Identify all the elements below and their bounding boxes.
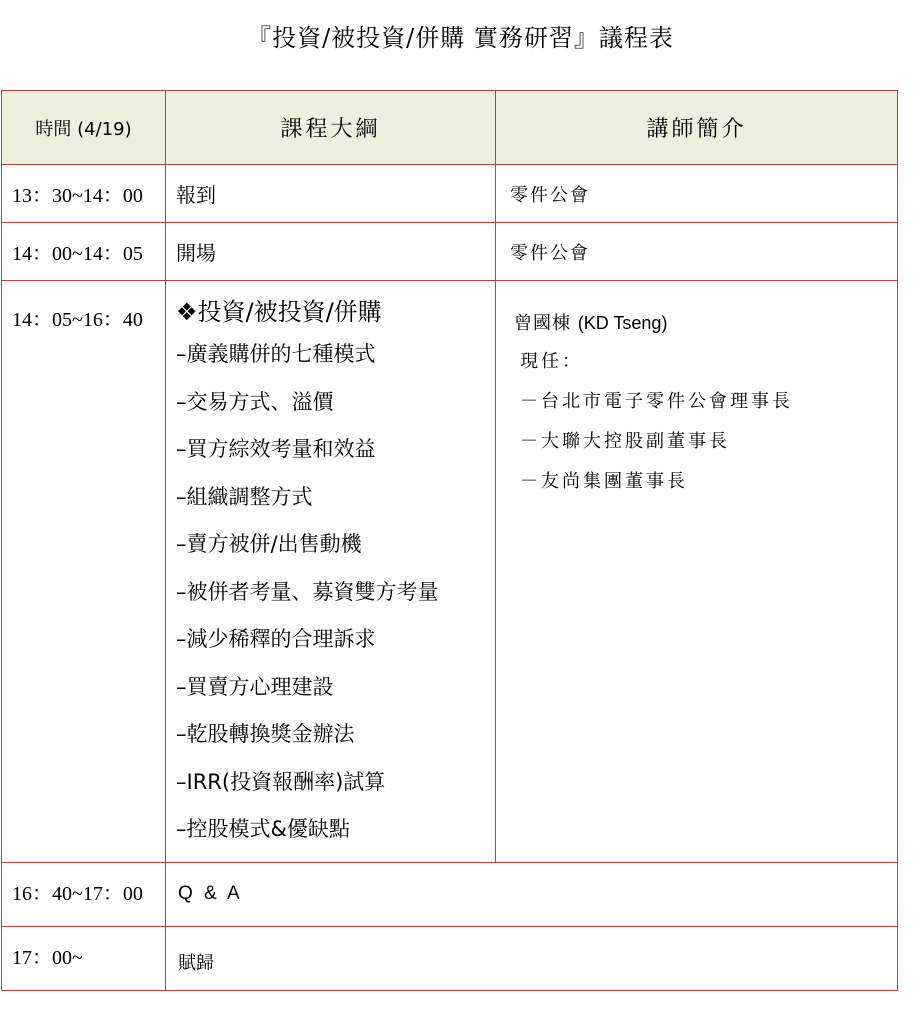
list-item: –交易方式、溢價	[176, 389, 334, 414]
speaker-cell: 零件公會	[496, 223, 898, 281]
agenda-table	[1, 90, 898, 991]
time-cell: 14：00~14：05	[2, 223, 166, 281]
outline-cell: 報到	[166, 165, 496, 223]
list-item: –乾股轉換獎金辦法	[176, 722, 355, 746]
table-row	[2, 281, 898, 863]
speaker-role: －友尚集團董事長	[520, 471, 688, 492]
list-item: –組織調整方式	[176, 484, 313, 509]
list-item: –廣義購併的七種模式	[176, 342, 376, 366]
outline-cell	[166, 281, 496, 863]
header-time: 時間 (4/19)	[2, 91, 166, 165]
header-outline: 課程大綱	[166, 91, 496, 165]
outline-cell: Q & A	[166, 863, 898, 927]
time-cell: 16：40~17：00	[2, 863, 166, 927]
list-item: –買賣方心理建設	[176, 674, 334, 699]
speaker-name-en: (KD Tseng)	[577, 313, 668, 333]
outline-cell: 開場	[166, 223, 496, 281]
table-row	[2, 863, 898, 927]
list-item: –被併者考量、募資雙方考量	[176, 579, 439, 604]
list-item: –買方綜效考量和效益	[176, 437, 376, 461]
time-cell: 17：00~	[2, 927, 166, 991]
header-speaker: 講師簡介	[496, 91, 898, 165]
table-row	[2, 927, 898, 991]
header-row	[2, 91, 898, 165]
table-row	[2, 165, 898, 223]
outline-list	[166, 331, 495, 854]
outline-cell: 賦歸	[166, 927, 898, 991]
speaker-current-label: 現任：	[520, 351, 583, 372]
list-item: –控股模式&優缺點	[176, 817, 350, 841]
list-item: –減少稀釋的合理訴求	[176, 627, 376, 651]
speaker-cell: 零件公會	[496, 165, 898, 223]
speaker-cell	[496, 281, 898, 863]
speaker-role: －大聯大控股副董事長	[520, 431, 730, 452]
speaker-bio	[496, 281, 897, 493]
page-title: 『投資/被投資/併購 實務研習』議程表	[247, 24, 674, 52]
outline-heading: ❖投資/被投資/併購	[176, 298, 382, 326]
table-row	[2, 223, 898, 281]
list-item: –IRR(投資報酬率)試算	[176, 769, 386, 794]
speaker-name	[514, 309, 897, 335]
time-cell: 13：30~14：00	[2, 165, 166, 223]
speaker-name-zh: 曾國棟	[514, 313, 571, 334]
time-cell: 14：05~16：40	[2, 281, 166, 863]
list-item: –賣方被併/出售動機	[176, 532, 362, 556]
speaker-role: －台北市電子零件公會理事長	[520, 391, 793, 412]
